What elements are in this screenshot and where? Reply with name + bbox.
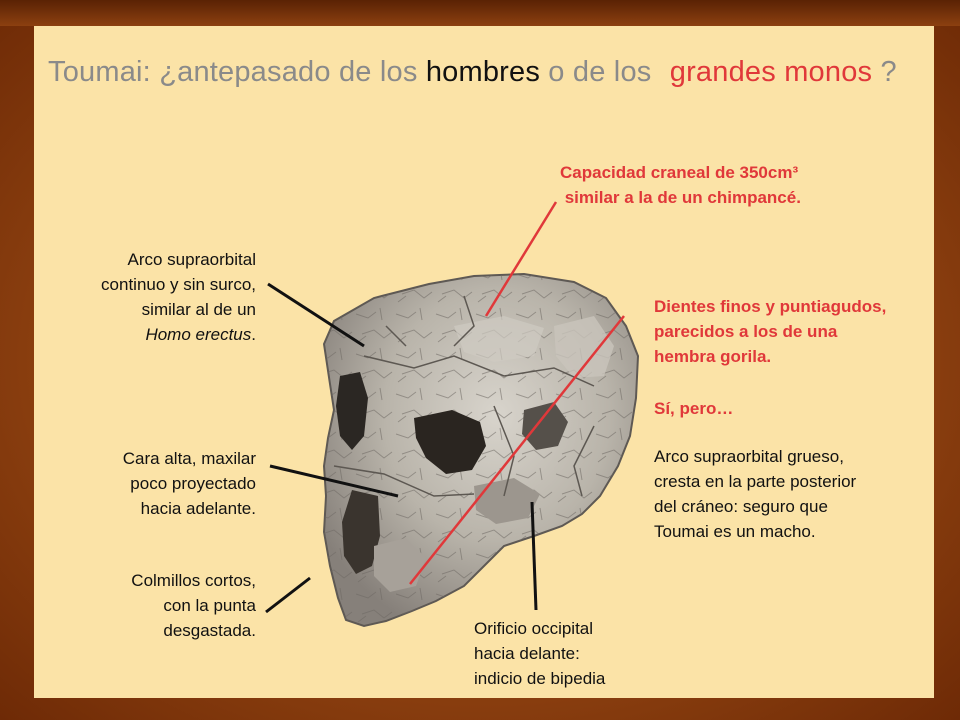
title-apes: grandes monos — [669, 56, 873, 88]
title-middle: o de los — [540, 56, 660, 88]
thick-arch-text: Arco supraorbital grueso, cresta en la parte posterior del cráneo: seguro que Toumai es un macho. — [654, 447, 857, 541]
face-text: Cara alta, maxilar poco proyectado hacia adelante. — [122, 449, 256, 518]
top-frame-band — [0, 0, 960, 26]
title-prefix: Toumai: ¿antepasado de los — [48, 56, 426, 88]
title-men: hombres — [425, 56, 541, 88]
title-suffix: ? — [872, 56, 897, 88]
pointer-canine — [266, 578, 310, 612]
slide-panel — [34, 26, 934, 698]
occipital-text: Orificio occipital hacia delante: indicio de bipedia — [474, 619, 606, 688]
canines-text: Colmillos cortos, con la punta desgastada. — [131, 571, 256, 640]
supraorbital-arch-text: Arco supraorbital continuo y sin surco, similar al de un Homo erectus. — [101, 250, 256, 344]
cranial-capacity-text: Capacidad craneal de 350cm³ similar a la de un chimpancé. — [560, 163, 801, 207]
teeth-text: Dientes finos y puntiagudos, parecidos a los de una hembra gorila. — [654, 297, 887, 366]
but-text: Sí, pero… — [654, 399, 734, 418]
